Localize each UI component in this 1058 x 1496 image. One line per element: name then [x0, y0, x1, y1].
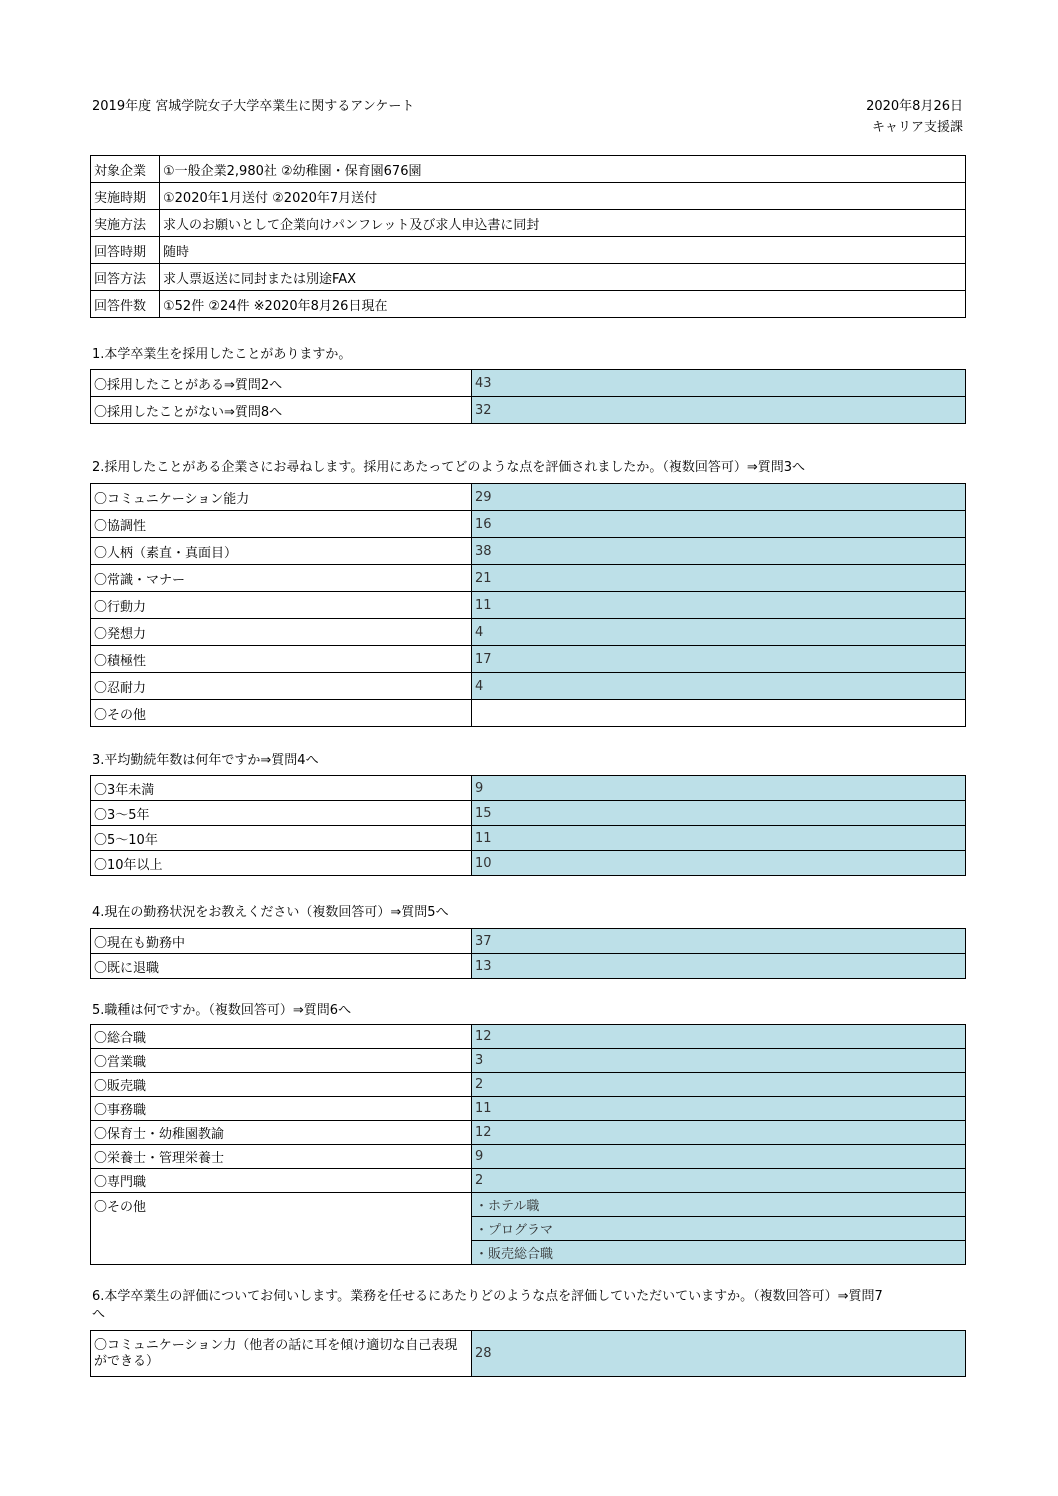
table-row	[91, 1331, 966, 1377]
answer-count: 16	[472, 511, 966, 538]
answer-label: 〇現在も勤務中	[91, 929, 472, 954]
answer-count: 32	[472, 397, 966, 424]
answer-label: 〇コミュニケーション能力	[91, 484, 472, 511]
other-answer: ・ホテル職	[472, 1193, 966, 1217]
answer-count: 12	[472, 1121, 966, 1145]
answer-label: 〇発想力	[91, 619, 472, 646]
answer-count	[472, 700, 966, 727]
answer-label: 〇総合職	[91, 1025, 472, 1049]
info-value: ①一般企業2,980社 ②幼稚園・保育園676園	[160, 156, 966, 183]
answer-count: 4	[472, 673, 966, 700]
answer-label: 〇専門職	[91, 1169, 472, 1193]
table-row	[91, 646, 966, 673]
info-key: 実施時期	[91, 183, 160, 210]
answer-label: 〇10年以上	[91, 851, 472, 876]
table-row	[91, 511, 966, 538]
answer-count: 9	[472, 776, 966, 801]
table-row	[91, 1097, 966, 1121]
answer-label: 〇営業職	[91, 1049, 472, 1073]
info-row	[91, 264, 966, 291]
answer-label: 〇コミュニケーション力（他者の話に耳を傾け適切な自己表現ができる）	[91, 1331, 472, 1377]
answer-label: 〇積極性	[91, 646, 472, 673]
answer-count: 2	[472, 1169, 966, 1193]
table-row	[91, 954, 966, 979]
info-key: 回答時期	[91, 237, 160, 264]
answer-count: 3	[472, 1049, 966, 1073]
table-row	[91, 1073, 966, 1097]
table-row	[91, 397, 966, 424]
question-5-table	[90, 1024, 966, 1265]
other-answer: ・販売総合職	[472, 1241, 966, 1265]
question-3-heading: 3.平均勤続年数は何年ですか⇒質問4へ	[92, 753, 319, 768]
question-4-heading: 4.現在の勤務状況をお教えください（複数回答可）⇒質問5へ	[92, 905, 449, 920]
table-row	[91, 826, 966, 851]
info-value: 随時	[160, 237, 966, 264]
table-row	[91, 1025, 966, 1049]
info-key: 回答方法	[91, 264, 160, 291]
table-row	[91, 592, 966, 619]
info-row	[91, 210, 966, 237]
answer-label: 〇その他	[91, 700, 472, 727]
table-row	[91, 619, 966, 646]
answer-label: 〇栄養士・管理栄養士	[91, 1145, 472, 1169]
answer-count: 43	[472, 370, 966, 397]
info-value: 求人票返送に同封または別途FAX	[160, 264, 966, 291]
answer-count: 9	[472, 1145, 966, 1169]
answer-count: 4	[472, 619, 966, 646]
info-value: 求人のお願いとして企業向けパンフレット及び求人申込書に同封	[160, 210, 966, 237]
info-key: 回答件数	[91, 291, 160, 318]
info-value: ①52件 ②24件 ※2020年8月26日現在	[160, 291, 966, 318]
answer-count: 38	[472, 538, 966, 565]
answer-count: 29	[472, 484, 966, 511]
answer-count: 10	[472, 851, 966, 876]
table-row	[91, 538, 966, 565]
answer-label: 〇5～10年	[91, 826, 472, 851]
answer-label: 〇協調性	[91, 511, 472, 538]
table-row	[91, 929, 966, 954]
answer-label: 〇行動力	[91, 592, 472, 619]
info-value: ①2020年1月送付 ②2020年7月送付	[160, 183, 966, 210]
answer-label: 〇販売職	[91, 1073, 472, 1097]
answer-count: 28	[472, 1331, 966, 1377]
table-row	[91, 801, 966, 826]
info-key: 対象企業	[91, 156, 160, 183]
table-row	[91, 1169, 966, 1193]
question-6-heading-cont: へ	[92, 1307, 106, 1322]
table-row	[91, 370, 966, 397]
department-name: キャリア支援課	[871, 120, 963, 135]
question-1-table	[90, 369, 966, 424]
answer-label: 〇忍耐力	[91, 673, 472, 700]
table-row	[91, 1193, 966, 1217]
question-5-heading: 5.職種は何ですか。（複数回答可）⇒質問6へ	[92, 1003, 352, 1018]
question-2-heading: 2.採用したことがある企業さにお尋ねします。採用にあたってどのような点を評価されましたか。（複数回答可）⇒質問3へ	[92, 460, 806, 475]
info-row	[91, 156, 966, 183]
info-row	[91, 237, 966, 264]
answer-count: 37	[472, 929, 966, 954]
page-title: 2019年度 宮城学院女子大学卒業生に関するアンケート	[92, 99, 415, 114]
table-row	[91, 700, 966, 727]
table-row	[91, 776, 966, 801]
table-row	[91, 565, 966, 592]
answer-label: 〇常識・マナー	[91, 565, 472, 592]
answer-count: 11	[472, 826, 966, 851]
answer-count: 11	[472, 1097, 966, 1121]
answer-label: 〇保育士・幼稚園教諭	[91, 1121, 472, 1145]
answer-label: 〇3～5年	[91, 801, 472, 826]
answer-count: 17	[472, 646, 966, 673]
other-answer: ・プログラマ	[472, 1217, 966, 1241]
answer-label: 〇事務職	[91, 1097, 472, 1121]
table-row	[91, 673, 966, 700]
survey-info-table	[90, 155, 966, 318]
answer-label: 〇既に退職	[91, 954, 472, 979]
question-6-heading: 6.本学卒業生の評価についてお伺いします。業務を任せるにあたりどのような点を評価していただいていますか。（複数回答可）⇒質問7	[92, 1289, 883, 1304]
table-row	[91, 1145, 966, 1169]
question-4-table	[90, 928, 966, 979]
answer-count: 21	[472, 565, 966, 592]
answer-label: 〇3年未満	[91, 776, 472, 801]
report-date: 2020年8月26日	[866, 99, 963, 114]
answer-count: 12	[472, 1025, 966, 1049]
answer-label: 〇採用したことがある⇒質問2へ	[91, 370, 472, 397]
info-key: 実施方法	[91, 210, 160, 237]
answer-label: 〇その他	[91, 1193, 472, 1265]
table-row	[91, 1121, 966, 1145]
answer-count: 15	[472, 801, 966, 826]
question-2-table	[90, 483, 966, 727]
answer-label: 〇採用したことがない⇒質問8へ	[91, 397, 472, 424]
question-3-table	[90, 775, 966, 876]
info-row	[91, 291, 966, 318]
answer-count: 11	[472, 592, 966, 619]
answer-count: 2	[472, 1073, 966, 1097]
question-6-table	[90, 1330, 966, 1377]
question-1-heading: 1.本学卒業生を採用したことがありますか。	[92, 347, 352, 362]
answer-label: 〇人柄（素直・真面目）	[91, 538, 472, 565]
info-row	[91, 183, 966, 210]
table-row	[91, 851, 966, 876]
answer-count: 13	[472, 954, 966, 979]
table-row	[91, 1049, 966, 1073]
table-row	[91, 484, 966, 511]
